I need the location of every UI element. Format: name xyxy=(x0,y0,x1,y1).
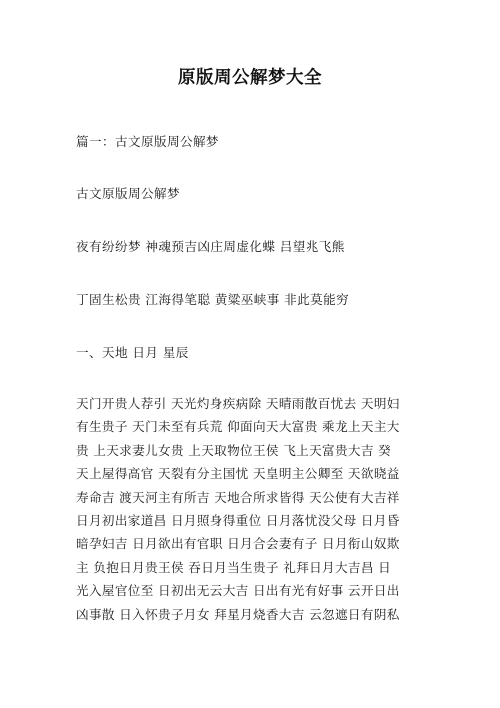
verse-line-1: 夜有纷纷梦 神魂预吉凶庄周虚化蝶 吕望兆飞熊 xyxy=(76,239,345,254)
verse-line-2: 丁固生松贵 江海得笔聪 黄粱巫峡事 非此莫能穷 xyxy=(76,292,350,307)
body-line: 贵 上天求妻儿女贵 上天取物位王侯 飞上天富贵大吉 癸 xyxy=(76,442,392,458)
body-line: 光入屋官位至 日初出无云大吉 日出有光有好事 云开日出 xyxy=(76,583,400,599)
body-text xyxy=(76,392,436,626)
body-line: 主 负抱日月贵王侯 吞日月当生贵子 礼拜日月大吉昌 日 xyxy=(76,559,392,575)
body-line: 凶事散 日入怀贵子月女 拜星月烧香大吉 云忽遮日有阴私 xyxy=(76,606,400,622)
body-line: 有生贵子 天门未至有兵荒 仰面向天大富贵 乘龙上天主大 xyxy=(76,419,400,435)
document-title: 原版周公解梦大全 xyxy=(178,68,322,88)
body-line: 天门开贵人荐引 天光灼身疾病除 天晴雨散百忧去 天明妇 xyxy=(76,396,400,411)
body-line: 寿命吉 渡天河主有所吉 天地合所求皆得 天公使有大吉祥 xyxy=(76,489,400,505)
subtitle: 古文原版周公解梦 xyxy=(76,186,180,201)
chapter-heading: 一、天地 日月 星辰 xyxy=(76,345,189,360)
body-line: 天上屋得高官 天裂有分主国忧 天皇明主公卿至 天欲晓益 xyxy=(76,466,400,482)
section-heading: 篇一：古文原版周公解梦 xyxy=(76,134,219,149)
body-line: 暗孕妇吉 日月欲出有官职 日月合会妻有子 日月衔山奴欺 xyxy=(76,536,400,552)
body-line: 日月初出家道昌 日月照身得重位 日月落忧没父母 日月昏 xyxy=(76,512,400,528)
